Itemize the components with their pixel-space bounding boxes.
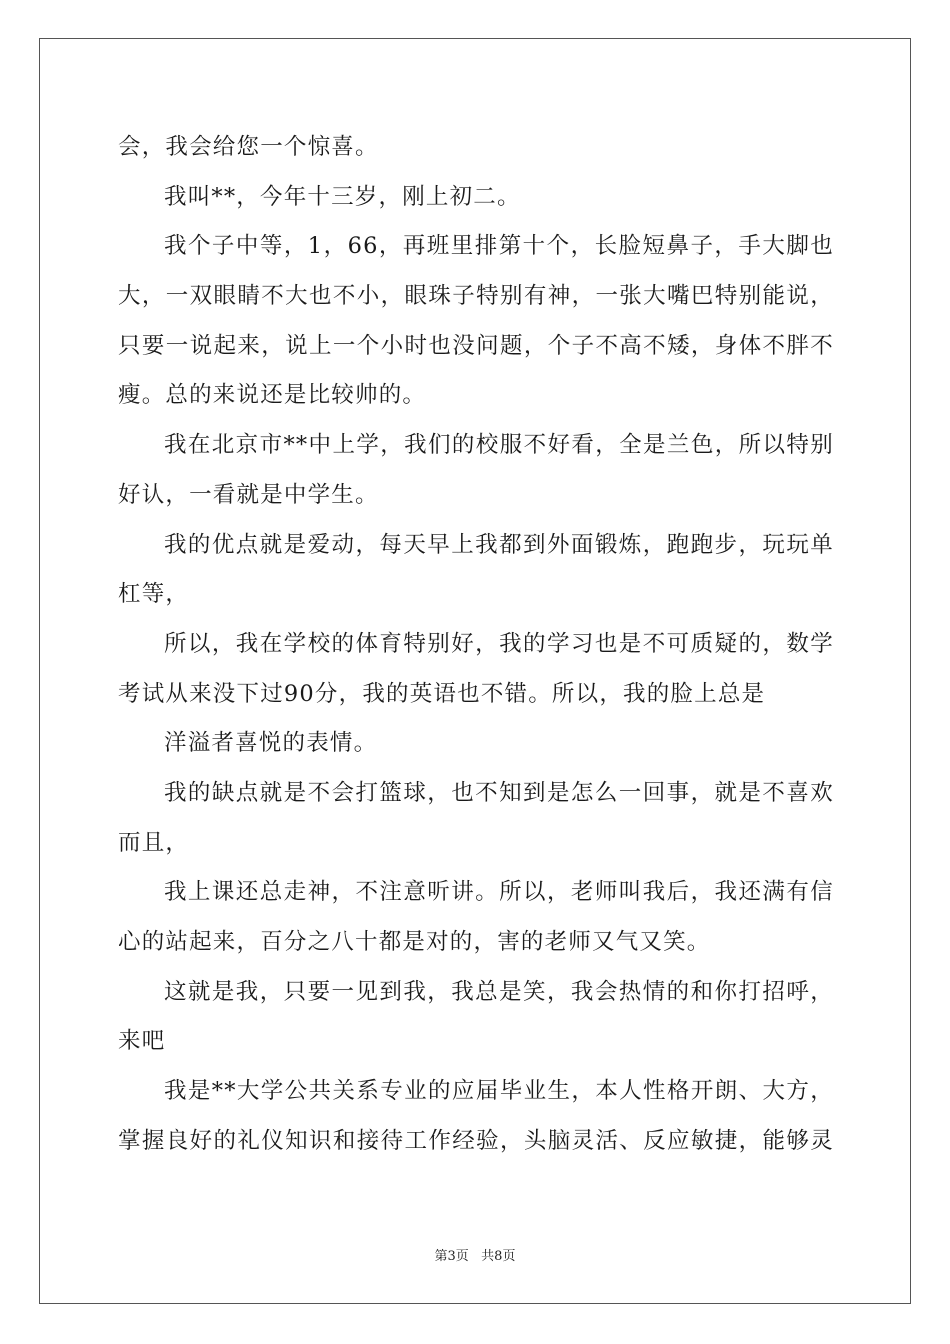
text-line: 而且， [118,829,190,856]
text-line: 心的站起来，百分之八十都是对的，害的老师又气又笑。 [118,929,711,955]
text-line: 我是**大学公共关系专业的应届毕业生，本人性格开朗、大方， [164,1078,834,1105]
text-line: 好认，一看就是中学生。 [118,481,379,508]
document-body [118,123,834,1166]
text-line: 会，我会给您一个惊喜。 [118,134,379,160]
text-line: 大，一双眼睛不大也不小，眼珠子特别有神，一张大嘴巴特别能说， [118,283,834,310]
text-line: 我上课还总走神，不注意听讲。所以，老师叫我后，我还满有信 [164,879,834,906]
text-line: 我的优点就是爱动，每天早上我都到外面锻炼，跑跑步，玩玩单 [164,531,834,558]
text-line: 瘦。总的来说还是比较帅的。 [118,382,427,409]
text-line: 来吧 [118,1028,166,1055]
text-line: 我叫**，今年十三岁，刚上初二。 [164,183,521,210]
text-line: 我的缺点就是不会打篮球，也不知到是怎么一回事，就是不喜欢 [164,779,834,806]
text-line: 杠等， [118,581,190,608]
page-footer: 第3页 共8页 [434,1249,516,1264]
text-line: 这就是我，只要一见到我，我总是笑，我会热情的和你打招呼， [164,978,834,1005]
text-line: 只要一说起来，说上一个小时也没问题，个子不高不矮，身体不胖不 [118,332,834,359]
text-line: 掌握良好的礼仪知识和接待工作经验，头脑灵活、反应敏捷，能够灵 [118,1127,834,1154]
text-line: 我在北京市**中上学，我们的校服不好看，全是兰色，所以特别 [164,432,834,459]
text-line: 所以，我在学校的体育特别好，我的学习也是不可质疑的，数学 [164,630,834,657]
text-line: 我个子中等，1，66，再班里排第十个，长脸短鼻子，手大脚也 [164,233,834,260]
text-line: 考试从来没下过90分，我的英语也不错。所以，我的脸上总是 [118,680,766,707]
text-line: 洋溢者喜悦的表情。 [164,730,378,757]
